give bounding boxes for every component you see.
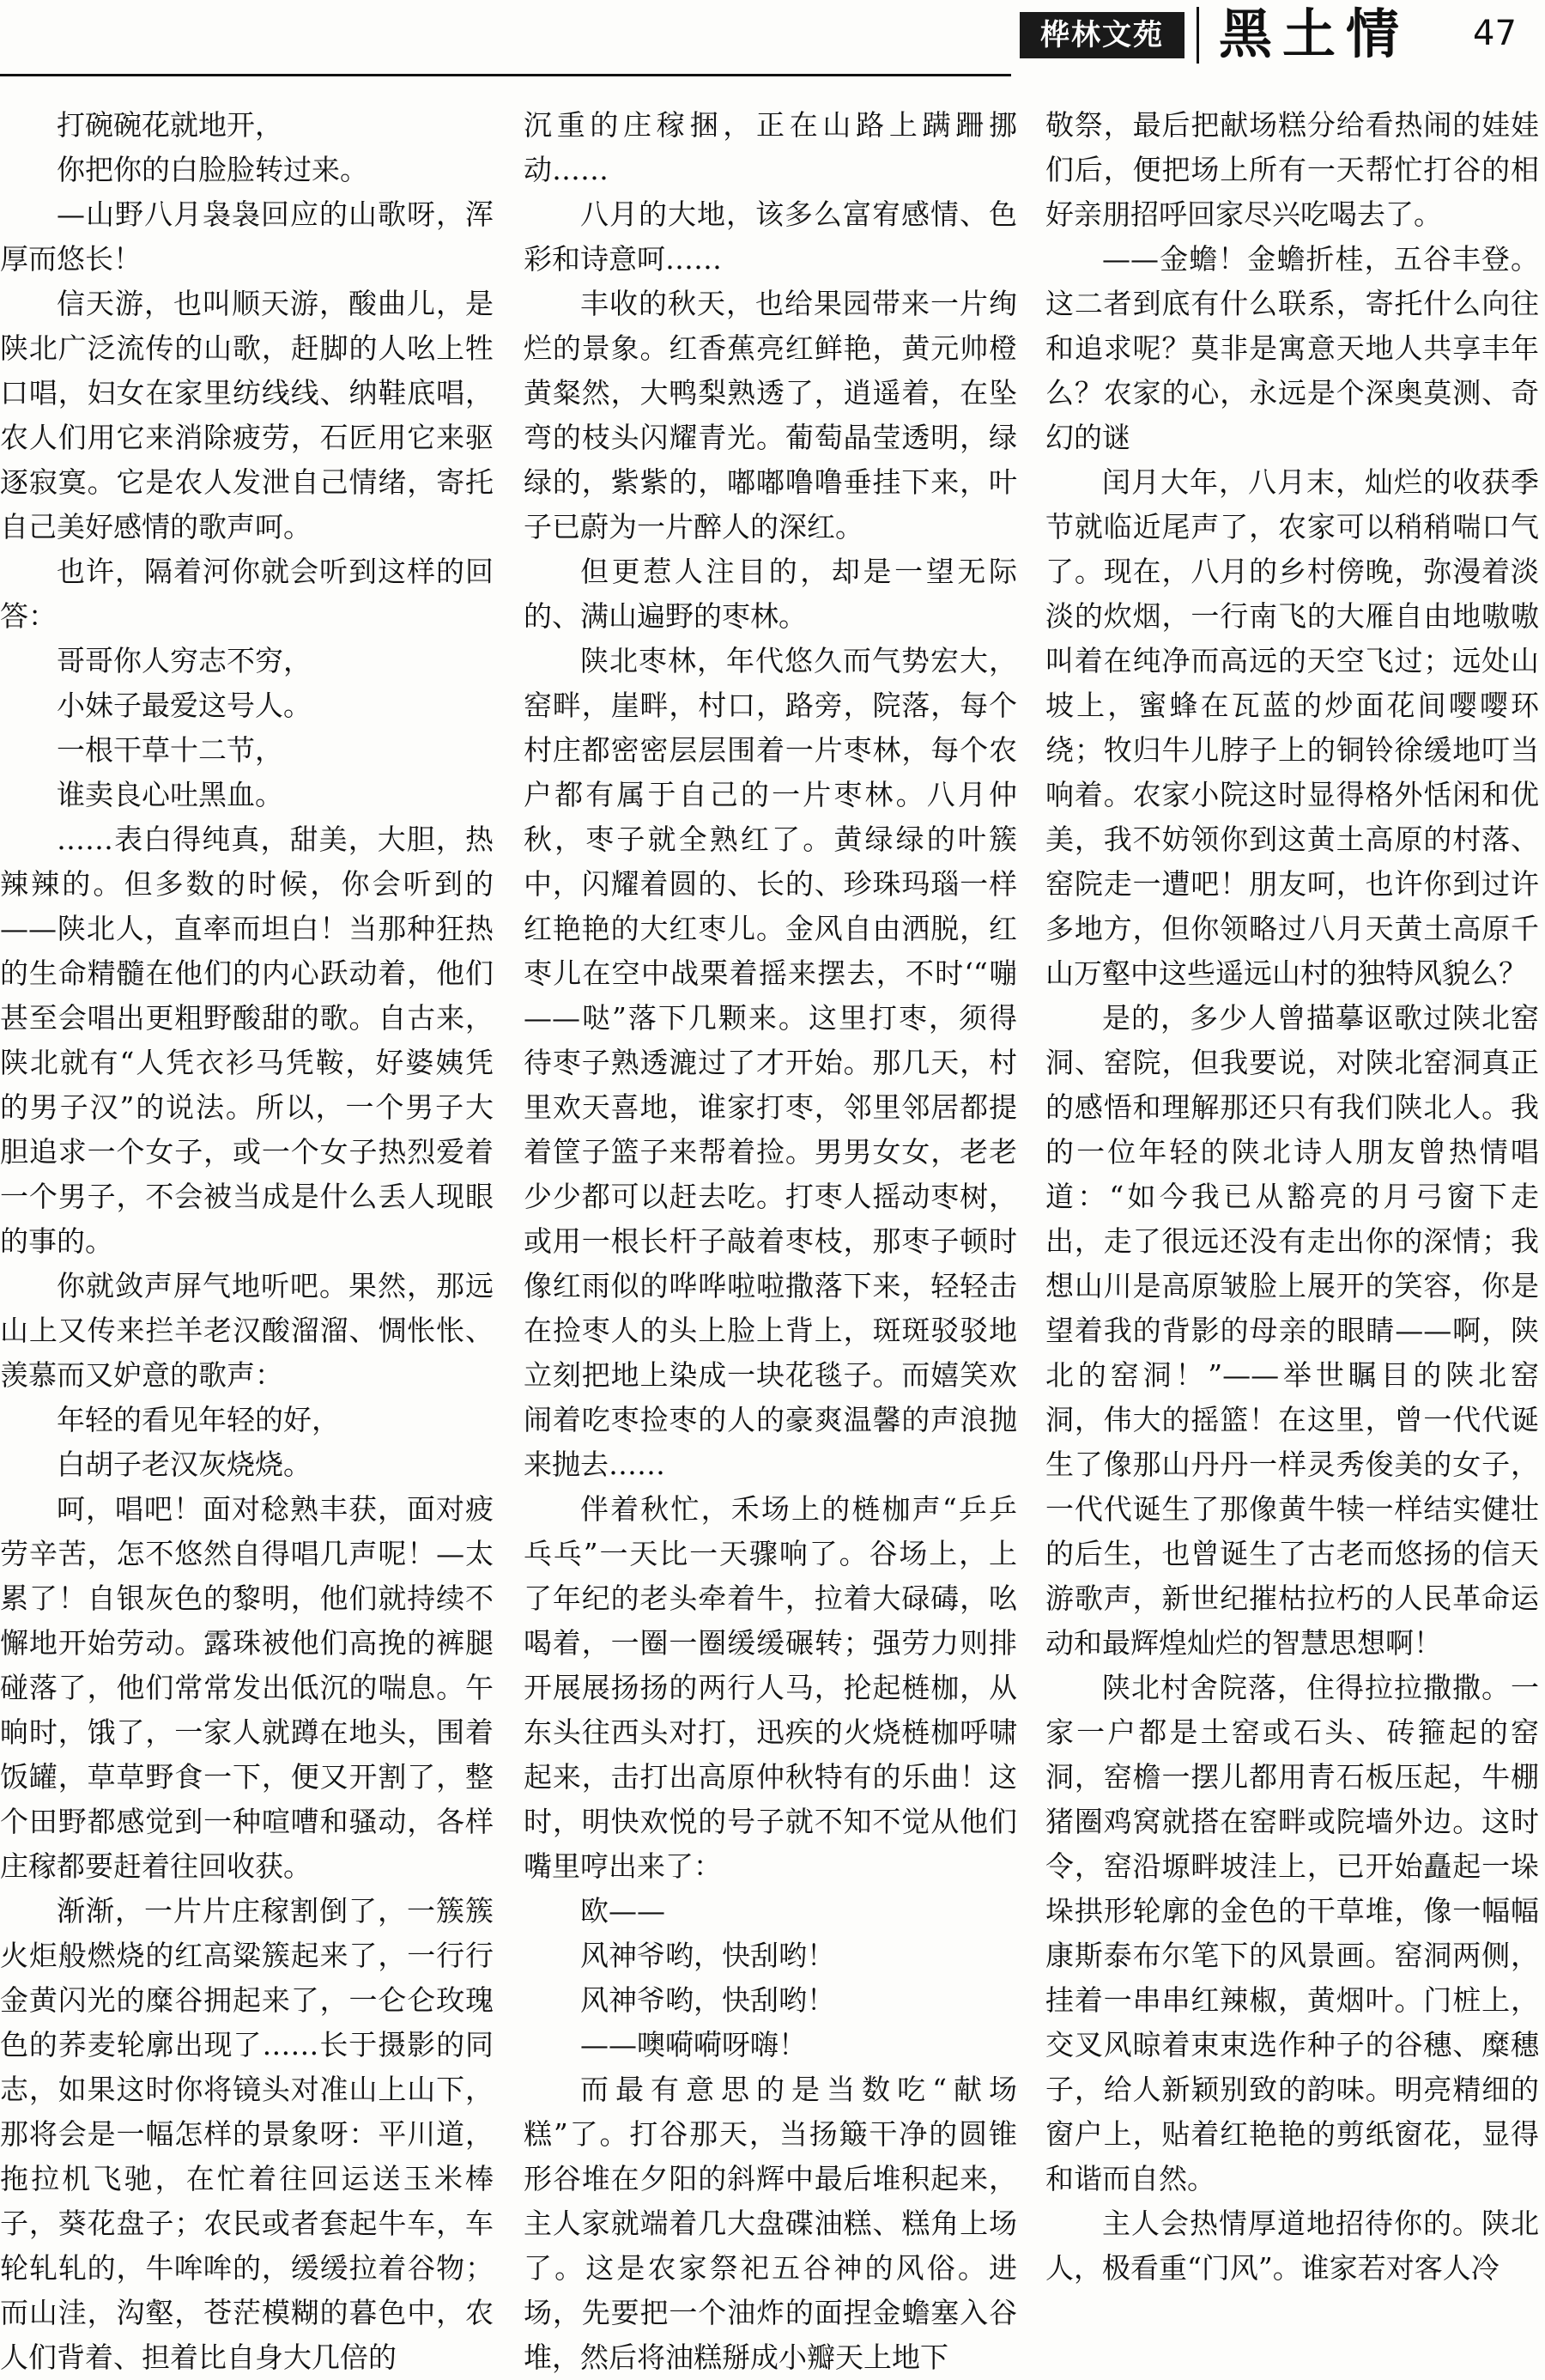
verse-line: 风神爷哟，快刮哟！ [580, 1939, 835, 1972]
paragraph: —山野八月袅袅回应的山歌呀，浑厚而悠长！ [0, 197, 494, 276]
section-label: 桦林文苑 [1020, 12, 1184, 58]
page-header [0, 0, 1545, 103]
verse-line: ——噢嗬嗬呀嗨！ [580, 2028, 807, 2061]
text-column-3 [1045, 103, 1539, 2285]
magazine-title: 黑土情 [1219, 3, 1410, 65]
paragraph: 信天游，也叫顺天游，酸曲儿，是陕北广泛流传的山歌，赶脚的人吆上牲口唱，妇女在家里纺线线、纳鞋底唱，农人们用它来消除疲劳，石匠用它来驱逐寂寞。它是农人发泄自己情绪，寄托自己美好感情的歌声呵。 [0, 287, 494, 543]
verse-line: 打碗碗花就地开， [57, 108, 283, 142]
paragraph: ——金蟾！金蟾折桂，五谷丰登。这二者到底有什么联系，寄托什么向往和追求呢？莫非是寓意天地人共享丰年么？农家的心，永远是个深奥莫测、奇幻的谜 [1045, 242, 1539, 454]
paragraph: 而最有意思的是当数吃“献场糕”了。打谷那天，当扬簸干净的圆锥形谷堆在夕阳的斜辉中最后堆积起来，主人家就端着几大盘碟油糕、糕角上场了。这是农家祭祀五谷神的风俗。进场，先要把一个油炸的面捏金蟾塞入谷堆，然后将油糕掰成小瓣天上地下 [524, 2073, 1017, 2374]
paragraph: 主人会热情厚道地招待你的。陕北人，极看重“门风”。谁家若对客人冷 [1045, 2207, 1539, 2285]
verse-line: 风神爷哟，快刮哟！ [580, 1983, 835, 2017]
paragraph: 陕北村舍院落，住得拉拉撒撒。一家一户都是土窑或石头、砖箍起的窑洞，窑檐一摆儿都用青石板压起，牛棚猪圈鸡窝就搭在窑畔或院墙外边。这时令，窑沿塬畔坡洼上，已开始矗起一垛垛拱形轮廓的金色的干草堆，像一幅幅康斯泰布尔笔下的风景画。窑洞两侧，挂着一串串红辣椒，黄烟叶。门桩上，交叉风晾着束束选作种子的谷穗、糜穗子，给人新颖别致的韵味。明亮精细的窗户上，贴着红艳艳的剪纸窗花，显得和谐而自然。 [1045, 1671, 1539, 2195]
page-number: 47 [1473, 14, 1517, 53]
verse-line: 一根干草十二节， [57, 733, 283, 767]
verse-line: 哥哥你人穷志不穷， [57, 644, 312, 677]
paragraph: 渐渐，一片片庄稼割倒了，一簇簇火炬般燃烧的红高粱簇起来了，一行行金黄闪光的糜谷拥起来了，一仑仑玫瑰色的荞麦轮廓出现了……长于摄影的同志，如果这时你将镜头对准山上山下，那将会是一幅怎样的景象呀：平川道，拖拉机飞驰，在忙着往回运送玉米棒子，葵花盘子；农民或者套起牛车，车轮轧轧的，牛哞哞的，缓缓拉着谷物；而山洼，沟壑，苍茫模糊的暮色中，农人们背着、担着比自身大几倍的 [0, 1894, 494, 2374]
paragraph: 呵，唱吧！面对稔熟丰获，面对疲劳辛苦，怎不悠然自得唱几声呢！—太累了！自银灰色的黎明，他们就持续不懈地开始劳动。露珠被他们高挽的裤腿碰落了，他们常常发出低沉的喘息。午晌时，饿了，一家人就蹲在地头，围着饭罐，草草野食一下，便又开割了，整个田野都感觉到一种喧嘈和骚动，各样庄稼都要赶着往回收获。 [0, 1492, 494, 1883]
verse-line: 小妹子最爱这号人。 [57, 689, 312, 722]
paragraph: 敬祭，最后把献场糕分给看热闹的娃娃们后，便把场上所有一天帮忙打谷的相好亲朋招呼回家尽兴吃喝去了。 [1045, 108, 1539, 231]
paragraph: 陕北枣林，年代悠久而气势宏大，窑畔，崖畔，村口，路旁，院落，每个村庄都密密层层围着一片枣林，每个农户都有属于自己的一片枣林。八月仲秋，枣子就全熟红了。黄绿绿的叶簇中，闪耀着圆的、长的、珍珠玛瑙一样红艳艳的大红枣儿。金风自由洒脱，红枣儿在空中战栗着摇来摆去，不时‘“嘣——哒”落下几颗来。这里打枣，须得待枣子熟透漉过了才开始。那几天，村里欢天喜地，谁家打枣，邻里邻居都提着筐子篮子来帮着捡。男男女女，老老少少都可以赶去吃。打枣人摇动枣树，或用一根长杆子敲着枣枝，那枣子顿时像红雨似的哗哗啦啦撒落下来，轻轻击在捡枣人的头上脸上背上，斑斑驳驳地立刻把地上染成一块花毯子。而嬉笑欢闹着吃枣捡枣的人的豪爽温馨的声浪抛来抛去…… [524, 644, 1017, 1481]
verse-line: 你把你的白脸脸转过来。 [57, 153, 368, 186]
paragraph: ……表白得纯真，甜美，大胆，热辣辣的。但多数的时候，你会听到的——陕北人，直率而坦白！当那种狂热的生命精髓在他们的内心跃动着，他们甚至会唱出更粗野酸甜的歌。自古来，陕北就有“人凭衣衫马凭鞍，好婆姨凭的男子汉”的说法。所以，一个男子大胆追求一个女子，或一个女子热烈爱着一个男子，不会被当成是什么丢人现眼的事的。 [0, 823, 494, 1258]
paragraph: 你就敛声屏气地听吧。果然，那远山上又传来拦羊老汉酸溜溜、惆怅怅、羡慕而又妒意的歌声： [0, 1269, 494, 1392]
header-rule [0, 74, 1011, 76]
text-column-2 [524, 103, 1017, 2374]
paragraph: 但更惹人注目的，却是一望无际的、满山遍野的枣林。 [524, 555, 1017, 633]
verse-line: 年轻的看见年轻的好， [57, 1403, 340, 1436]
paragraph: 是的，多少人曾描摹讴歌过陕北窑洞、窑院，但我要说，对陕北窑洞真正的感悟和理解那还只有我们陕北人。我的一位年轻的陕北诗人朋友曾热情唱道：“如今我已从豁亮的月弓窗下走出，走了很远还没有走出你的深情；我想山川是高原皱脸上展开的笑容，你是望着我的背影的母亲的眼睛——啊，陕北的窑洞！”——举世瞩目的陕北窑洞，伟大的摇篮！在这里，曾一代代诞生了像那山丹丹一样灵秀俊美的女子，一代代诞生了那像黄牛犊一样结实健壮的后生，也曾诞生了古老而悠扬的信天游歌声，新世纪摧枯拉朽的人民革命运动和最辉煌灿烂的智慧思想啊！ [1045, 1001, 1539, 1660]
paragraph: 也许，隔着河你就会听到这样的回答： [0, 555, 494, 633]
verse-line: 谁卖良心吐黑血。 [57, 778, 283, 811]
verse-line: 白胡子老汉灰烧烧。 [57, 1448, 312, 1481]
header-separator [1197, 7, 1199, 64]
paragraph: 丰收的秋天，也给果园带来一片绚烂的景象。红香蕉亮红鲜艳，黄元帅橙黄粲然，大鸭梨熟透了，逍遥着，在坠弯的枝头闪耀青光。葡萄晶莹透明，绿绿的，紫紫的，嘟嘟噜噜垂挂下来，叶子已蔚为一片醉人的深红。 [524, 287, 1017, 543]
paragraph: 伴着秋忙，禾场上的梿枷声“乒乒乓乓”一天比一天骤响了。谷场上，上了年纪的老头牵着牛，拉着大碌碡，吆喝着，一圈一圈缓缓碾转；强劳力则排开展展扬扬的两行人马，抡起梿枷，从东头往西头对打，迅疾的火烧梿枷呼啸起来，击打出高原仲秋特有的乐曲！这时，明快欢悦的号子就不知不觉从他们嘴里哼出来了： [524, 1492, 1017, 1883]
paragraph: 八月的大地，该多么富宥感情、色彩和诗意呵…… [524, 197, 1017, 276]
verse-line: 欧—— [580, 1894, 665, 1928]
paragraph: 沉重的庄稼捆，正在山路上蹒跚挪动…… [524, 108, 1017, 186]
paragraph: 闰月大年，八月末，灿烂的收获季节就临近尾声了，农家可以稍稍喘口气了。现在，八月的乡村傍晚，弥漫着淡淡的炊烟，一行南飞的大雁自由地嗷嗷叫着在纯净而高远的天空飞过；远处山坡上，蜜蜂在瓦蓝的炒面花间嘤嘤环绕；牧归牛儿脖子上的铜铃徐缓地叮当响着。农家小院这时显得格外恬闲和优美，我不妨领你到这黄土高原的村落、窑院走一遭吧！朋友呵，也许你到过许多地方，但你领略过八月天黄土高原千山万壑中这些遥远山村的独特风貌么？ [1045, 465, 1539, 990]
text-column-1 [0, 103, 494, 2374]
